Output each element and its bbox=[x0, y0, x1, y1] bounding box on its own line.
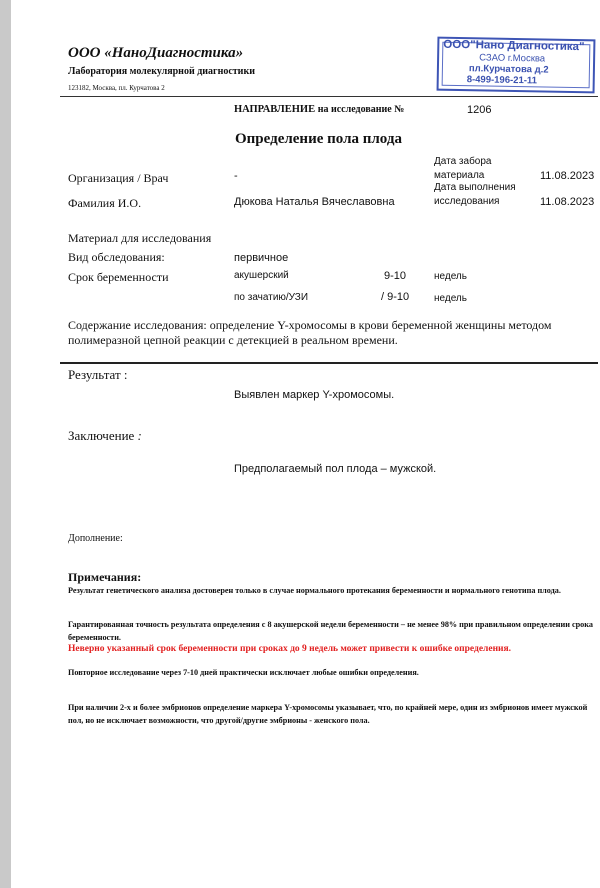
document-title: Определение пола плода bbox=[235, 131, 402, 147]
conclusion-value: Предполагаемый пол плода – мужской. bbox=[234, 463, 437, 475]
company-name: ООО «НаноДиагностика» bbox=[68, 45, 244, 61]
conception-label: по зачатию/УЗИ bbox=[234, 292, 309, 303]
conclusion-label bbox=[68, 428, 142, 444]
referral-label bbox=[234, 104, 404, 115]
exam-type-label: Вид обследования: bbox=[68, 250, 165, 264]
result-value: Выявлен маркер Y-хромосомы. bbox=[234, 389, 395, 401]
sample-date-label-2: материала bbox=[434, 170, 485, 181]
material-label: Материал для исследования bbox=[68, 231, 212, 245]
addition-label: Дополнение: bbox=[68, 533, 123, 544]
weeks-label-1: недель bbox=[434, 271, 467, 282]
org-value: - bbox=[234, 170, 238, 182]
obstetric-value: 9-10 bbox=[384, 270, 407, 282]
weeks-label-2: недель bbox=[434, 293, 467, 304]
warning-note: Неверно указанный срок беременности при сроках до 9 недель может привести к ошибке определения. bbox=[68, 644, 512, 654]
referral-number: 1206 bbox=[467, 104, 492, 116]
conclusion-label-text: Заключение bbox=[68, 428, 135, 443]
org-label: Организация / Врач bbox=[68, 171, 169, 185]
stamp-line-1: ООО"Нано Диагностика" bbox=[443, 38, 585, 54]
note-2: Гарантированная точность результата определения с 8 акушерской недели беременности – не менее 98% при правильном определении срока беременности. bbox=[68, 620, 593, 642]
company-address: 123182, Москва, пл. Курчатова 2 bbox=[68, 84, 165, 92]
stamp-line-4: 8-499-196-21-11 bbox=[466, 74, 538, 87]
patient-name: Дюкова Наталья Вячеславовна bbox=[234, 196, 395, 208]
result-divider bbox=[60, 362, 598, 364]
exec-date-value: 11.08.2023 bbox=[540, 196, 595, 208]
name-label: Фамилия И.О. bbox=[68, 196, 142, 210]
sample-date-label-1: Дата забора bbox=[434, 156, 492, 167]
obstetric-label: акушерский bbox=[234, 270, 289, 281]
conclusion-label-colon: : bbox=[134, 428, 142, 443]
exec-date-label-1: Дата выполнения bbox=[434, 182, 516, 193]
exam-type-value: первичное bbox=[234, 252, 289, 264]
stamp-line-3: пл.Курчатова д.2 bbox=[468, 63, 549, 76]
notes-title: Примечания: bbox=[68, 570, 142, 584]
stamp-line-2: СЗАО г.Москва bbox=[479, 52, 546, 65]
conception-value: / 9-10 bbox=[381, 291, 410, 303]
note-1: Результат генетического анализа достоверен только в случае нормального протекания беременности и нормального генотипа плода. bbox=[68, 586, 561, 595]
note-3: Повторное исследование через 7-10 дней практически исключает любые ошибки определения. bbox=[68, 668, 419, 677]
note-4: При наличии 2-х и более эмбрионов определение маркера Y-хромосомы указывает, что, по крайней мере, один из эмбрионов имеет мужской пол, но не исключает возможности, что другой/другие эмбрионы - женского пола. bbox=[68, 703, 588, 725]
sample-date-value: 11.08.2023 bbox=[540, 170, 595, 182]
exec-date-label-2: исследования bbox=[434, 196, 500, 207]
header-divider bbox=[60, 96, 598, 97]
result-label: Результат : bbox=[68, 367, 128, 382]
company-stamp bbox=[437, 37, 596, 94]
term-label: Срок беременности bbox=[68, 270, 169, 284]
page-edge-shadow bbox=[0, 0, 11, 888]
lab-name: Лаборатория молекулярной диагностики bbox=[68, 66, 255, 77]
referral-label-suffix: на исследование № bbox=[317, 104, 405, 115]
referral-label-main: НАПРАВЛЕНИЕ bbox=[234, 104, 316, 115]
study-description: Содержание исследования: определение Y-хромосомы в крови беременной женщины методом полимеразной цепной реакции с детекцией в реальном времени. bbox=[68, 318, 552, 347]
